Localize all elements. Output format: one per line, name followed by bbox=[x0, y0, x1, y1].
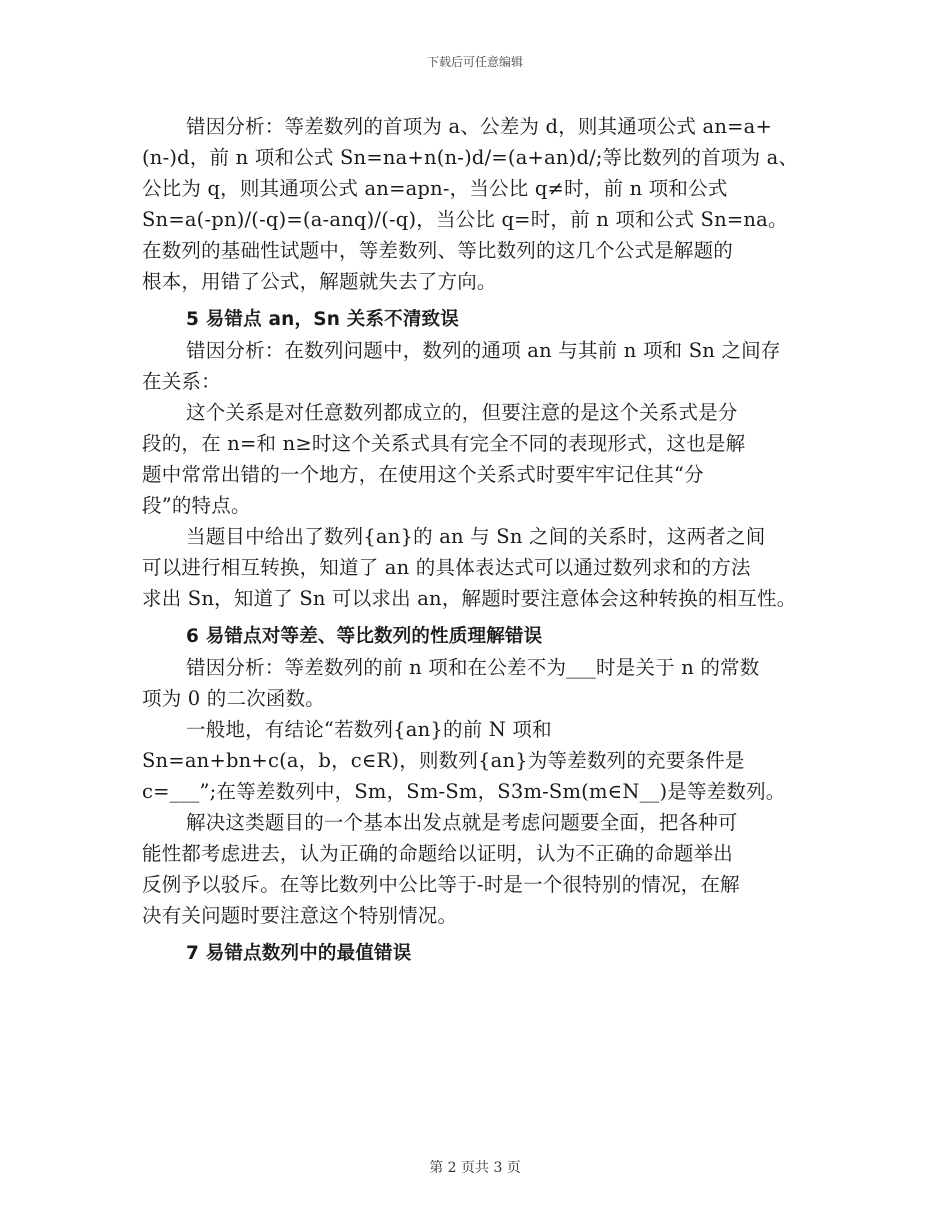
paragraph-line: Sn=a(-pn)/(-q)=(a-anq)/(-q)，当公比 q=时，前 n 项和公式 Sn=na。 bbox=[142, 208, 788, 231]
paragraph-line: 在数列的基础性试题中，等差数列、等比数列的这几个公式是解题的 bbox=[142, 239, 734, 262]
paragraph-line: 段”的特点。 bbox=[142, 494, 251, 517]
page-footer: 第 2 页共 3 页 bbox=[429, 1160, 521, 1176]
page-header: 下载后可任意编辑 bbox=[426, 55, 523, 69]
paragraph-line: 可以进行相互转换，知道了 an 的具体表达式可以通过数列求和的方法 bbox=[142, 556, 751, 579]
paragraph-line: 公比为 q，则其通项公式 an=apn-，当公比 q≠时，前 n 项和公式 bbox=[142, 177, 728, 200]
paragraph-line: Sn=an+bn+c(a，b，c∈R)，则数列{an}为等差数列的充要条件是 bbox=[142, 749, 745, 772]
paragraph-line: 在关系： bbox=[142, 370, 221, 393]
paragraph-line: 段的，在 n=和 n≥时这个关系式具有完全不同的表现形式，这也是解 bbox=[142, 432, 746, 455]
paragraph-line: (n-)d，前 n 项和公式 Sn=na+n(n-)d/=(a+an)d/;等比数列的首项为 a、 bbox=[142, 146, 799, 169]
paragraph-line: 错因分析：在数列问题中，数列的通项 an 与其前 n 项和 Sn 之间存 bbox=[186, 339, 781, 362]
paragraph-line: 这个关系是对任意数列都成立的，但要注意的是这个关系式是分 bbox=[186, 401, 738, 424]
paragraph-line: 题中常常出错的一个地方，在使用这个关系式时要牢牢记住其“分 bbox=[142, 463, 704, 486]
paragraph-line: 项为 0 的二次函数。 bbox=[142, 687, 326, 710]
paragraph-line: 错因分析：等差数列的前 n 项和在公差不为___时是关于 n 的常数 bbox=[186, 656, 760, 679]
section-heading-7: 7 易错点数列中的最值错误 bbox=[186, 943, 412, 964]
paragraph-line: 解决这类题目的一个基本出发点就是考虑问题要全面，把各种可 bbox=[186, 811, 738, 834]
paragraph-line: 当题目中给出了数列{an}的 an 与 Sn 之间的关系时，这两者之间 bbox=[186, 525, 766, 548]
paragraph-line: 能性都考虑进去，认为正确的命题给以证明，认为不正确的命题举出 bbox=[142, 842, 734, 865]
paragraph-line: 求出 Sn，知道了 Sn 可以求出 an，解题时要注意体会这种转换的相互性。 bbox=[142, 587, 797, 610]
paragraph-line: 一般地，有结论“若数列{an}的前 N 项和 bbox=[186, 718, 552, 741]
section-heading-6: 6 易错点对等差、等比数列的性质理解错误 bbox=[186, 626, 543, 647]
paragraph-line: 根本，用错了公式，解题就失去了方向。 bbox=[142, 270, 497, 293]
paragraph-line: 错因分析：等差数列的首项为 a、公差为 d，则其通项公式 an=a+ bbox=[186, 115, 772, 138]
paragraph-line: 决有关问题时要注意这个特别情况。 bbox=[142, 904, 458, 927]
paragraph-line: 反例予以驳斥。在等比数列中公比等于-时是一个很特别的情况，在解 bbox=[142, 873, 740, 896]
section-heading-5: 5 易错点 an，Sn 关系不清致误 bbox=[186, 309, 459, 330]
document-body bbox=[142, 111, 822, 969]
paragraph-line: c=___”;在等差数列中，Sm，Sm-Sm，S3m-Sm(m∈N__)是等差数列。 bbox=[142, 780, 786, 803]
